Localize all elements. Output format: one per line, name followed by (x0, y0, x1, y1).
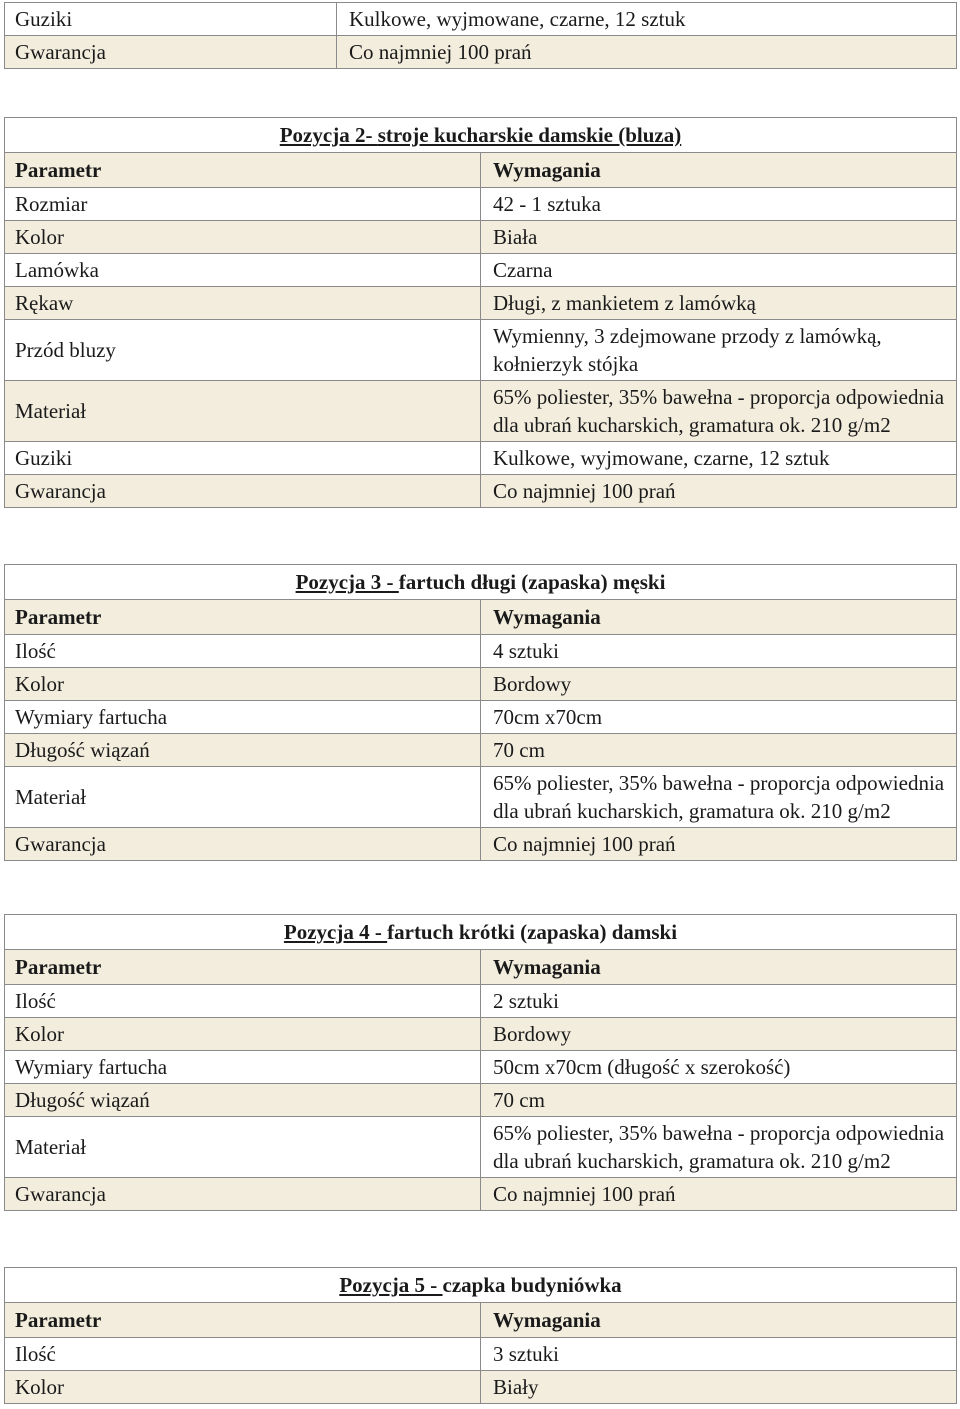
header-value: Wymagania (481, 600, 957, 635)
table-row (5, 287, 957, 320)
table-row (5, 442, 957, 475)
value-cell: Co najmniej 100 prań (337, 36, 957, 69)
section-title (5, 915, 957, 950)
param-cell: Guziki (5, 3, 337, 36)
section-title-rest: stroje kucharskie damskie (bluza) (377, 123, 682, 147)
value-cell: 3 sztuki (481, 1338, 957, 1371)
table-row (5, 1371, 957, 1404)
table-row (5, 985, 957, 1018)
spec-table-pozycja-4 (4, 914, 957, 1211)
value-cell: Bordowy (481, 668, 957, 701)
value-cell: 70 cm (481, 1084, 957, 1117)
value-cell: 50cm x70cm (długość x szerokość) (481, 1051, 957, 1084)
section-title-lead: Pozycja 2- (279, 123, 378, 147)
section-title (5, 565, 957, 600)
table-row (5, 1178, 957, 1211)
section-title-rest: fartuch krótki (zapaska) damski (387, 920, 678, 944)
table-row (5, 221, 957, 254)
param-cell: Ilość (5, 635, 481, 668)
table-header-row (5, 1303, 957, 1338)
table-row (5, 475, 957, 508)
table-row (5, 635, 957, 668)
value-cell: Biała (481, 221, 957, 254)
param-cell: Kolor (5, 221, 481, 254)
table-row (5, 1338, 957, 1371)
section-title-lead: Pozycja 4 - (283, 920, 388, 944)
value-cell: 2 sztuki (481, 985, 957, 1018)
value-cell: Kulkowe, wyjmowane, czarne, 12 sztuk (337, 3, 957, 36)
table-row (5, 767, 957, 828)
param-cell: Gwarancja (5, 1178, 481, 1211)
param-cell: Lamówka (5, 254, 481, 287)
spec-table-pozycja-5 (4, 1267, 957, 1404)
table-title-row (5, 1268, 957, 1303)
value-cell: Biały (481, 1371, 957, 1404)
table-row (5, 188, 957, 221)
param-cell: Ilość (5, 985, 481, 1018)
section-title (5, 1268, 957, 1303)
spec-table-continued (4, 2, 957, 69)
param-cell: Wymiary fartucha (5, 701, 481, 734)
value-cell: 65% poliester, 35% bawełna - proporcja odpowiednia dla ubrań kucharskich, gramatura ok. 210 g/m2 (481, 767, 957, 828)
table-row (5, 381, 957, 442)
param-cell: Rozmiar (5, 188, 481, 221)
table-row (5, 254, 957, 287)
value-cell: Co najmniej 100 prań (481, 828, 957, 861)
value-cell: 65% poliester, 35% bawełna - proporcja odpowiednia dla ubrań kucharskich, gramatura ok. 210 g/m2 (481, 1117, 957, 1178)
header-value: Wymagania (481, 153, 957, 188)
section-title-rest: fartuch długi (zapaska) męski (398, 570, 666, 594)
value-cell: 70cm x70cm (481, 701, 957, 734)
value-cell: 4 sztuki (481, 635, 957, 668)
param-cell: Długość wiązań (5, 734, 481, 767)
table-row (5, 1084, 957, 1117)
param-cell: Przód bluzy (5, 320, 481, 381)
param-cell: Materiał (5, 1117, 481, 1178)
param-cell: Materiał (5, 381, 481, 442)
table-header-row (5, 600, 957, 635)
value-cell: Bordowy (481, 1018, 957, 1051)
value-cell: 42 - 1 sztuka (481, 188, 957, 221)
table-row (5, 1051, 957, 1084)
table-header-row (5, 153, 957, 188)
param-cell: Gwarancja (5, 828, 481, 861)
header-param: Parametr (5, 950, 481, 985)
table-row (5, 1117, 957, 1178)
table-row (5, 36, 957, 69)
value-cell: Długi, z mankietem z lamówką (481, 287, 957, 320)
section-title-lead: Pozycja 3 - (295, 570, 399, 594)
table-row (5, 3, 957, 36)
param-cell: Ilość (5, 1338, 481, 1371)
table-row (5, 734, 957, 767)
spec-table-pozycja-2 (4, 117, 957, 508)
value-cell: Co najmniej 100 prań (481, 1178, 957, 1211)
table-row (5, 701, 957, 734)
param-cell: Kolor (5, 1371, 481, 1404)
param-cell: Gwarancja (5, 36, 337, 69)
header-value: Wymagania (481, 950, 957, 985)
table-row (5, 320, 957, 381)
section-title (5, 118, 957, 153)
value-cell: Co najmniej 100 prań (481, 475, 957, 508)
table-row (5, 828, 957, 861)
value-cell: Kulkowe, wyjmowane, czarne, 12 sztuk (481, 442, 957, 475)
section-title-lead: Pozycja 5 - (339, 1273, 443, 1297)
table-title-row (5, 118, 957, 153)
param-cell: Długość wiązań (5, 1084, 481, 1117)
param-cell: Kolor (5, 1018, 481, 1051)
table-title-row (5, 915, 957, 950)
param-cell: Rękaw (5, 287, 481, 320)
value-cell: 70 cm (481, 734, 957, 767)
spec-table-pozycja-3 (4, 564, 957, 861)
section-title-rest: czapka budyniówka (442, 1273, 622, 1297)
param-cell: Wymiary fartucha (5, 1051, 481, 1084)
param-cell: Gwarancja (5, 475, 481, 508)
param-cell: Materiał (5, 767, 481, 828)
table-title-row (5, 565, 957, 600)
header-param: Parametr (5, 600, 481, 635)
table-row (5, 1018, 957, 1051)
header-value: Wymagania (481, 1303, 957, 1338)
header-param: Parametr (5, 1303, 481, 1338)
param-cell: Guziki (5, 442, 481, 475)
table-header-row (5, 950, 957, 985)
value-cell: Czarna (481, 254, 957, 287)
value-cell: Wymienny, 3 zdejmowane przody z lamówką, kołnierzyk stójka (481, 320, 957, 381)
table-row (5, 668, 957, 701)
value-cell: 65% poliester, 35% bawełna - proporcja odpowiednia dla ubrań kucharskich, gramatura ok. 210 g/m2 (481, 381, 957, 442)
param-cell: Kolor (5, 668, 481, 701)
header-param: Parametr (5, 153, 481, 188)
